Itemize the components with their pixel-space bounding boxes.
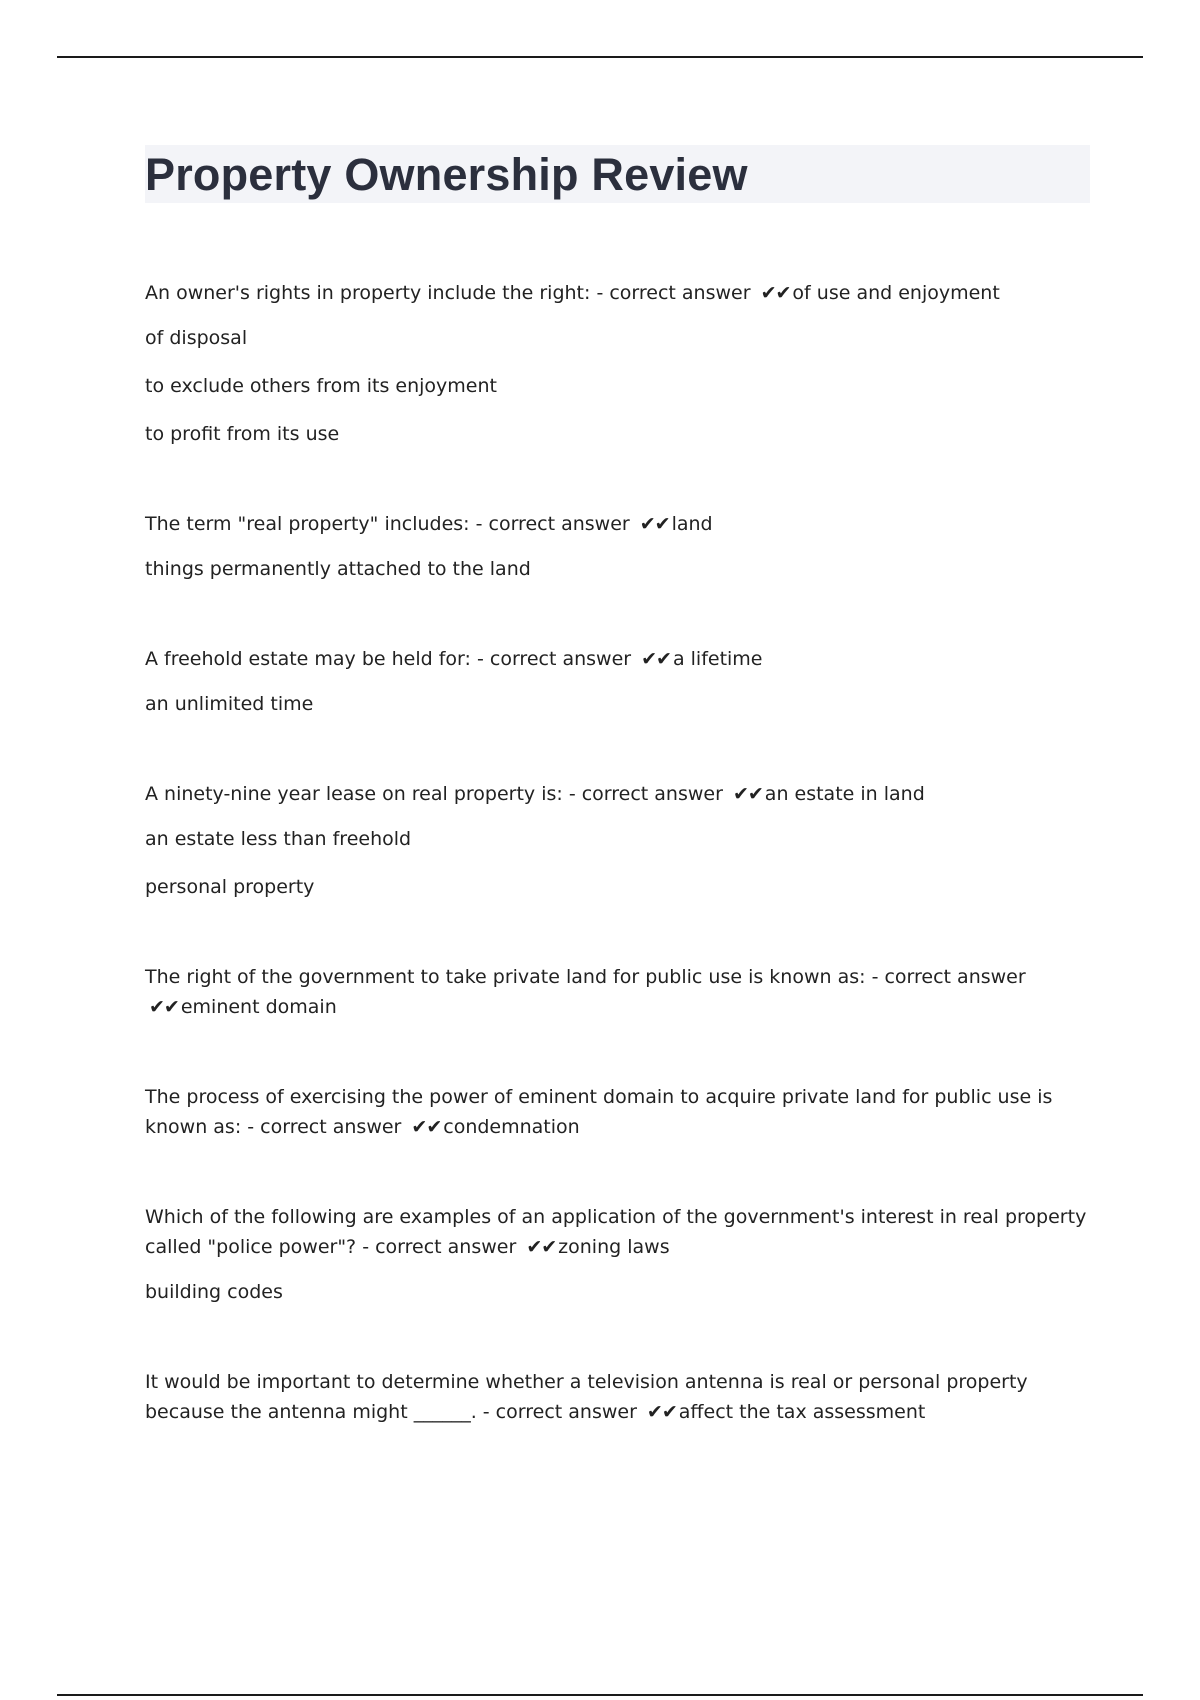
answer-line: an unlimited time xyxy=(145,693,314,715)
answer-separator: - correct answer xyxy=(865,966,1026,988)
answer-text: condemnation xyxy=(443,1116,580,1138)
double-check-icon: ✔✔ xyxy=(641,648,671,670)
answer-text: eminent domain xyxy=(180,996,337,1018)
answer-text: of use and enjoyment xyxy=(792,282,1000,304)
qa-item xyxy=(145,278,1090,449)
double-check-icon: ✔✔ xyxy=(149,996,179,1018)
answer-line: things permanently attached to the land xyxy=(145,558,531,580)
answer-separator: - correct answer xyxy=(241,1116,408,1138)
question-line xyxy=(145,509,1090,539)
question-line xyxy=(145,644,1090,674)
page-title: Property Ownership Review xyxy=(145,148,748,200)
document-body xyxy=(145,145,1090,1487)
double-check-icon: ✔✔ xyxy=(732,783,763,805)
question-line xyxy=(145,1082,1090,1142)
qa-item xyxy=(145,644,1090,719)
double-check-icon: ✔✔ xyxy=(646,1401,677,1423)
question-line xyxy=(145,1367,1090,1427)
answer-text: an estate in land xyxy=(764,783,925,805)
answer-text: land xyxy=(671,513,713,535)
question-text: The term "real property" includes: xyxy=(145,513,470,535)
qa-list xyxy=(145,278,1090,1427)
question-line xyxy=(145,278,1090,308)
qa-item xyxy=(145,1082,1090,1142)
answer-separator: - correct answer xyxy=(356,1236,523,1258)
qa-item xyxy=(145,779,1090,902)
double-check-icon: ✔✔ xyxy=(411,1116,442,1138)
question-text: A ninety-nine year lease on real property is: xyxy=(145,783,563,805)
answer-separator: - correct answer xyxy=(470,648,638,670)
answer-text: affect the tax assessment xyxy=(678,1401,926,1423)
title-band xyxy=(145,145,1090,203)
qa-item xyxy=(145,962,1090,1022)
question-text: It would be important to determine whether a television antenna is real or personal property because the antenna might ______. xyxy=(145,1371,1028,1423)
qa-item xyxy=(145,1367,1090,1427)
qa-item xyxy=(145,1202,1090,1307)
answer-text: a lifetime xyxy=(672,648,763,670)
double-check-icon: ✔✔ xyxy=(526,1236,557,1258)
answer-line: building codes xyxy=(145,1281,283,1303)
answer-line: to exclude others from its enjoyment xyxy=(145,375,497,397)
answer-separator: - correct answer xyxy=(562,783,729,805)
top-rule xyxy=(57,56,1143,58)
answer-separator: - correct answer xyxy=(469,513,636,535)
question-text: The process of exercising the power of eminent domain to acquire private land for public use is known as: xyxy=(145,1086,1053,1138)
answer-line: personal property xyxy=(145,876,315,898)
answer-separator: - correct answer xyxy=(476,1401,643,1423)
question-text: A freehold estate may be held for: xyxy=(145,648,471,670)
bottom-rule xyxy=(57,1694,1143,1696)
question-line xyxy=(145,779,1090,809)
answer-line: an estate less than freehold xyxy=(145,828,412,850)
answer-separator: - correct answer xyxy=(590,282,757,304)
question-text: Which of the following are examples of an application of the government's interest in real property called "police power"? xyxy=(145,1206,1087,1258)
answer-line: of disposal xyxy=(145,327,248,349)
qa-item xyxy=(145,509,1090,584)
answer-line: to profit from its use xyxy=(145,423,340,445)
question-line xyxy=(145,962,1090,1022)
question-line xyxy=(145,1202,1090,1262)
question-text: An owner's rights in property include the right: xyxy=(145,282,591,304)
question-text: The right of the government to take private land for public use is known as: xyxy=(145,966,866,988)
answer-text: zoning laws xyxy=(558,1236,670,1258)
double-check-icon: ✔✔ xyxy=(639,513,670,535)
double-check-icon: ✔✔ xyxy=(760,282,791,304)
